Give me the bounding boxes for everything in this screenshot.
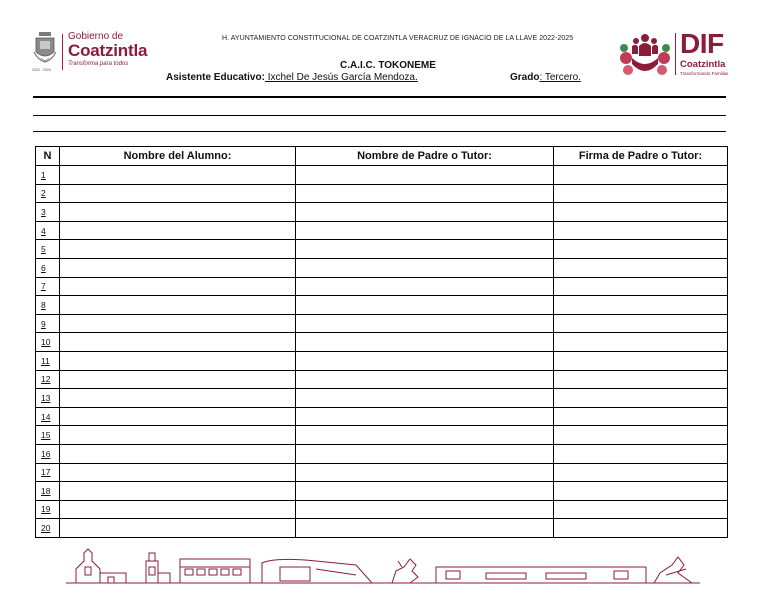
- parent-name-cell[interactable]: [296, 240, 554, 259]
- table-row: [36, 184, 728, 203]
- table-row: [36, 333, 728, 352]
- student-name-cell[interactable]: [60, 463, 296, 482]
- table-row: [36, 314, 728, 333]
- assistant-label: Asistente Educativo:: [166, 72, 265, 83]
- dif-tagline: Transformando Familias: [680, 71, 729, 76]
- row-number: 20: [36, 519, 60, 538]
- table-row: [36, 258, 728, 277]
- student-name-cell[interactable]: [60, 482, 296, 501]
- table-row: [36, 277, 728, 296]
- row-number: 1: [36, 166, 60, 185]
- row-number: 9: [36, 314, 60, 333]
- column-header-student: Nombre del Alumno:: [60, 147, 296, 166]
- student-name-cell[interactable]: [60, 203, 296, 222]
- student-name-cell[interactable]: [60, 296, 296, 315]
- parent-name-cell[interactable]: [296, 333, 554, 352]
- student-name-cell[interactable]: [60, 444, 296, 463]
- student-name-cell[interactable]: [60, 426, 296, 445]
- signature-cell[interactable]: [554, 221, 728, 240]
- signature-cell[interactable]: [554, 351, 728, 370]
- row-number: 13: [36, 389, 60, 408]
- signature-cell[interactable]: [554, 314, 728, 333]
- parent-name-cell[interactable]: [296, 370, 554, 389]
- student-name-cell[interactable]: [60, 370, 296, 389]
- signature-cell[interactable]: [554, 407, 728, 426]
- table-row: [36, 500, 728, 519]
- row-number: 16: [36, 444, 60, 463]
- parent-name-cell[interactable]: [296, 351, 554, 370]
- signature-cell[interactable]: [554, 296, 728, 315]
- table-row: [36, 519, 728, 538]
- dif-brand: DIF: [680, 28, 724, 59]
- student-name-cell[interactable]: [60, 333, 296, 352]
- city-landmarks-illustration: [66, 545, 700, 587]
- student-name-cell[interactable]: [60, 389, 296, 408]
- parent-name-cell[interactable]: [296, 519, 554, 538]
- parent-name-cell[interactable]: [296, 463, 554, 482]
- signature-cell[interactable]: [554, 184, 728, 203]
- parent-name-cell[interactable]: [296, 314, 554, 333]
- student-name-cell[interactable]: [60, 314, 296, 333]
- assistant-value: Ixchel De Jesús García Mendoza.: [264, 72, 418, 83]
- table-row: [36, 370, 728, 389]
- signature-cell[interactable]: [554, 500, 728, 519]
- row-number: 5: [36, 240, 60, 259]
- grade-value: : Tercero.: [539, 72, 581, 83]
- table-body: [36, 166, 728, 538]
- signature-cell[interactable]: [554, 389, 728, 408]
- signature-cell[interactable]: [554, 277, 728, 296]
- student-name-cell[interactable]: [60, 221, 296, 240]
- student-name-cell[interactable]: [60, 500, 296, 519]
- header-rule: [33, 131, 726, 132]
- student-name-cell[interactable]: [60, 166, 296, 185]
- row-number: 14: [36, 407, 60, 426]
- signature-cell[interactable]: [554, 333, 728, 352]
- signature-cell[interactable]: [554, 258, 728, 277]
- student-name-cell[interactable]: [60, 240, 296, 259]
- row-number: 12: [36, 370, 60, 389]
- coatzintla-government-logo: [32, 30, 152, 74]
- institution-title: H. AYUNTAMIENTO CONSTITUCIONAL DE COATZINTLA VERACRUZ DE IGNACIO DE LA LLAVE 2022-2025: [222, 35, 574, 42]
- parent-name-cell[interactable]: [296, 482, 554, 501]
- row-number: 6: [36, 258, 60, 277]
- header-rule: [33, 96, 726, 98]
- signature-cell[interactable]: [554, 240, 728, 259]
- row-number: 18: [36, 482, 60, 501]
- table-row: [36, 444, 728, 463]
- parent-name-cell[interactable]: [296, 500, 554, 519]
- logo-line2: Coatzintla: [68, 41, 148, 60]
- row-number: 17: [36, 463, 60, 482]
- parent-name-cell[interactable]: [296, 389, 554, 408]
- table-row: [36, 203, 728, 222]
- table-row: [36, 240, 728, 259]
- row-number: 10: [36, 333, 60, 352]
- row-number: 3: [36, 203, 60, 222]
- coat-of-arms-icon: [32, 30, 58, 70]
- grade-line: [510, 72, 581, 83]
- assistant-line: [166, 72, 418, 83]
- parent-name-cell[interactable]: [296, 203, 554, 222]
- column-header-n: N: [36, 147, 60, 166]
- parent-name-cell[interactable]: [296, 184, 554, 203]
- table-row: [36, 221, 728, 240]
- student-name-cell[interactable]: [60, 519, 296, 538]
- signature-cell[interactable]: [554, 444, 728, 463]
- student-name-cell[interactable]: [60, 258, 296, 277]
- logo-tagline: Transforma para todos: [68, 61, 129, 67]
- logo-line1: Gobierno de: [68, 31, 124, 42]
- parent-name-cell[interactable]: [296, 221, 554, 240]
- student-name-cell[interactable]: [60, 184, 296, 203]
- column-header-signature: Firma de Padre o Tutor:: [554, 147, 728, 166]
- column-header-parent: Nombre de Padre o Tutor:: [296, 147, 554, 166]
- parent-name-cell[interactable]: [296, 407, 554, 426]
- row-number: 7: [36, 277, 60, 296]
- table-row: [36, 351, 728, 370]
- dif-name: Coatzintla: [680, 59, 726, 70]
- parent-name-cell[interactable]: [296, 426, 554, 445]
- student-name-cell[interactable]: [60, 277, 296, 296]
- signature-cell[interactable]: [554, 482, 728, 501]
- row-number: 4: [36, 221, 60, 240]
- table-row: [36, 296, 728, 315]
- table-row: [36, 166, 728, 185]
- table-row: [36, 482, 728, 501]
- logo-divider: [62, 34, 63, 70]
- dif-logo: [618, 28, 736, 80]
- table-header-row: [36, 147, 728, 166]
- table-row: [36, 407, 728, 426]
- row-number: 11: [36, 351, 60, 370]
- grade-label: Grado: [510, 72, 540, 83]
- signature-cell[interactable]: [554, 463, 728, 482]
- row-number: 19: [36, 500, 60, 519]
- parent-name-cell[interactable]: [296, 258, 554, 277]
- parent-name-cell[interactable]: [296, 277, 554, 296]
- signature-cell[interactable]: [554, 370, 728, 389]
- parent-name-cell[interactable]: [296, 296, 554, 315]
- table-row: [36, 463, 728, 482]
- row-number: 8: [36, 296, 60, 315]
- row-number: 2: [36, 184, 60, 203]
- parent-name-cell[interactable]: [296, 166, 554, 185]
- header-rule: [33, 115, 726, 116]
- family-hands-icon: [618, 28, 672, 80]
- parent-name-cell[interactable]: [296, 444, 554, 463]
- row-number: 15: [36, 426, 60, 445]
- table-row: [36, 389, 728, 408]
- student-name-cell[interactable]: [60, 351, 296, 370]
- attendance-table: [35, 146, 728, 538]
- logo-divider: [675, 33, 676, 75]
- signature-cell[interactable]: [554, 519, 728, 538]
- signature-cell[interactable]: [554, 203, 728, 222]
- table-row: [36, 426, 728, 445]
- signature-cell[interactable]: [554, 166, 728, 185]
- student-name-cell[interactable]: [60, 407, 296, 426]
- center-name: C.A.I.C. TOKONEME: [340, 60, 436, 71]
- signature-cell[interactable]: [554, 426, 728, 445]
- logo-years: 2022 · 2025: [32, 68, 51, 72]
